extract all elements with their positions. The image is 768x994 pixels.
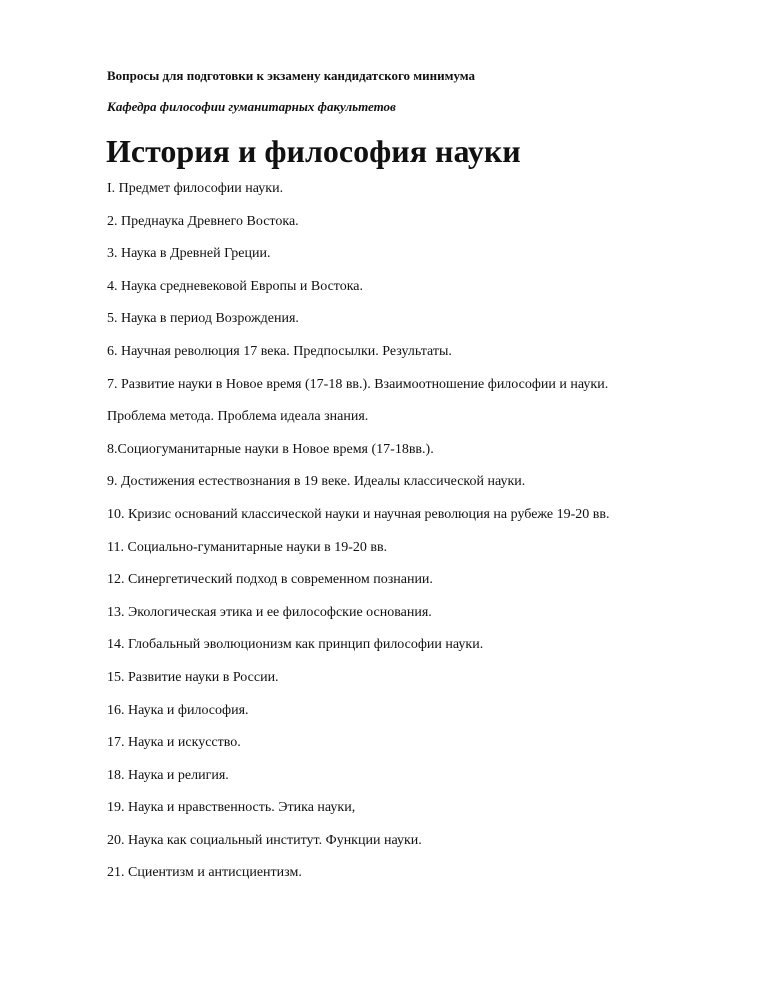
question-item: 17. Наука и искусство. — [107, 735, 241, 751]
question-item: 6. Научная революция 17 века. Предпосылки. Результаты. — [107, 343, 452, 359]
page-title: История и философия науки — [106, 133, 521, 169]
question-item: 8.Социогуманитарные науки в Новое время (17-18вв.). — [107, 441, 434, 457]
question-item: 18. Наука и религия. — [107, 767, 229, 783]
question-item: I. Предмет философии науки. — [107, 181, 284, 196]
question-item: 13. Экологическая этика и ее философские основания. — [107, 604, 432, 620]
question-list — [107, 180, 610, 897]
question-item: 3. Наука в Древней Греции. — [107, 246, 271, 262]
question-item: 20. Наука как социальный институт. Функции науки. — [107, 832, 422, 848]
question-item: 4. Наука средневековой Европы и Востока. — [107, 278, 364, 294]
question-item: 16. Наука и философия. — [107, 702, 249, 718]
question-item: 2. Преднаука Древнего Востока. — [107, 213, 299, 229]
question-item: 12. Синергетический подход в современном познании. — [107, 572, 433, 588]
question-item: 14. Глобальный эволюционизм как принцип философии науки. — [107, 637, 484, 653]
question-item: 5. Наука в период Возрождения. — [107, 311, 299, 327]
question-item: 9. Достижения естествознания в 19 веке. Идеалы классической науки. — [107, 474, 526, 490]
question-item: 21. Сциентизм и антисциентизм. — [107, 865, 302, 881]
question-item: 7. Развитие науки в Новое время (17-18 вв.). Взаимоотношение философии и науки. — [107, 376, 609, 392]
question-item: 10. Кризис оснований классической науки и научная революция на рубеже 19-20 вв. — [107, 506, 610, 522]
department-name: Кафедра философии гуманитарных факультетов — [107, 99, 396, 114]
question-item: 15. Развитие науки в России. — [107, 669, 279, 685]
exam-subtitle: Вопросы для подготовки к экзамену кандидатского минимума — [107, 68, 476, 83]
question-item: 19. Наука и нравственность. Этика науки, — [107, 800, 356, 816]
question-item-continuation: Проблема метода. Проблема идеала знания. — [107, 409, 369, 425]
question-item: 11. Социально-гуманитарные науки в 19-20 вв. — [107, 539, 388, 555]
